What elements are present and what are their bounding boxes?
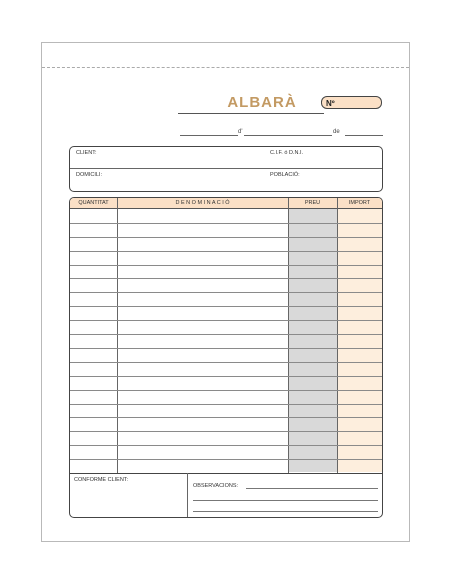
perforation-line xyxy=(42,67,409,68)
form-title: ALBARÀ xyxy=(227,94,297,111)
number-field[interactable] xyxy=(321,96,382,109)
table-row xyxy=(70,265,382,266)
table-row xyxy=(70,459,382,460)
footer-divider xyxy=(70,473,382,474)
number-label: Nº xyxy=(326,99,335,108)
date-place-line[interactable] xyxy=(180,135,238,136)
table-row xyxy=(70,292,382,293)
date-d-label: d' xyxy=(238,129,243,135)
col-header-preu: PREU xyxy=(304,200,321,206)
table-row xyxy=(70,348,382,349)
client-label: CLIENT: xyxy=(76,150,97,156)
cif-label: C.I.F. ó D.N.I. xyxy=(270,150,304,156)
domicili-label: DOMICILI: xyxy=(76,172,102,178)
client-divider xyxy=(70,168,382,169)
date-year-line[interactable] xyxy=(345,135,383,136)
import-column-fill xyxy=(337,209,382,472)
table-row xyxy=(70,404,382,405)
conforme-client-label: CONFORME CLIENT: xyxy=(74,477,129,483)
table-row xyxy=(70,376,382,377)
client-box xyxy=(69,146,383,192)
table-row xyxy=(70,417,382,418)
col-header-denominacio: D E N O M I N A C I Ó xyxy=(175,200,230,206)
table-row xyxy=(70,251,382,252)
col-header-import: IMPORT xyxy=(348,200,371,206)
table-row xyxy=(70,390,382,391)
date-month-line[interactable] xyxy=(244,135,332,136)
albara-form-sheet xyxy=(41,42,410,542)
table-row xyxy=(70,334,382,335)
observacions-line-1[interactable] xyxy=(246,488,378,489)
table-row xyxy=(70,278,382,279)
poblacio-label: POBLACIÓ: xyxy=(270,172,300,178)
title-underline xyxy=(178,113,324,114)
preu-column-fill xyxy=(288,209,337,472)
observacions-line-3[interactable] xyxy=(193,511,378,512)
items-table xyxy=(69,197,383,518)
table-row xyxy=(70,223,382,224)
date-de-label: de xyxy=(333,129,340,135)
table-row xyxy=(70,445,382,446)
table-row xyxy=(70,306,382,307)
footer-col-divider xyxy=(187,473,188,518)
table-row xyxy=(70,431,382,432)
table-row xyxy=(70,362,382,363)
observacions-line-2[interactable] xyxy=(193,500,378,501)
table-row xyxy=(70,237,382,238)
col-header-quantitat: QUANTITAT xyxy=(78,200,109,206)
table-row xyxy=(70,320,382,321)
observacions-label: OBSERVACIONS: xyxy=(193,483,239,489)
